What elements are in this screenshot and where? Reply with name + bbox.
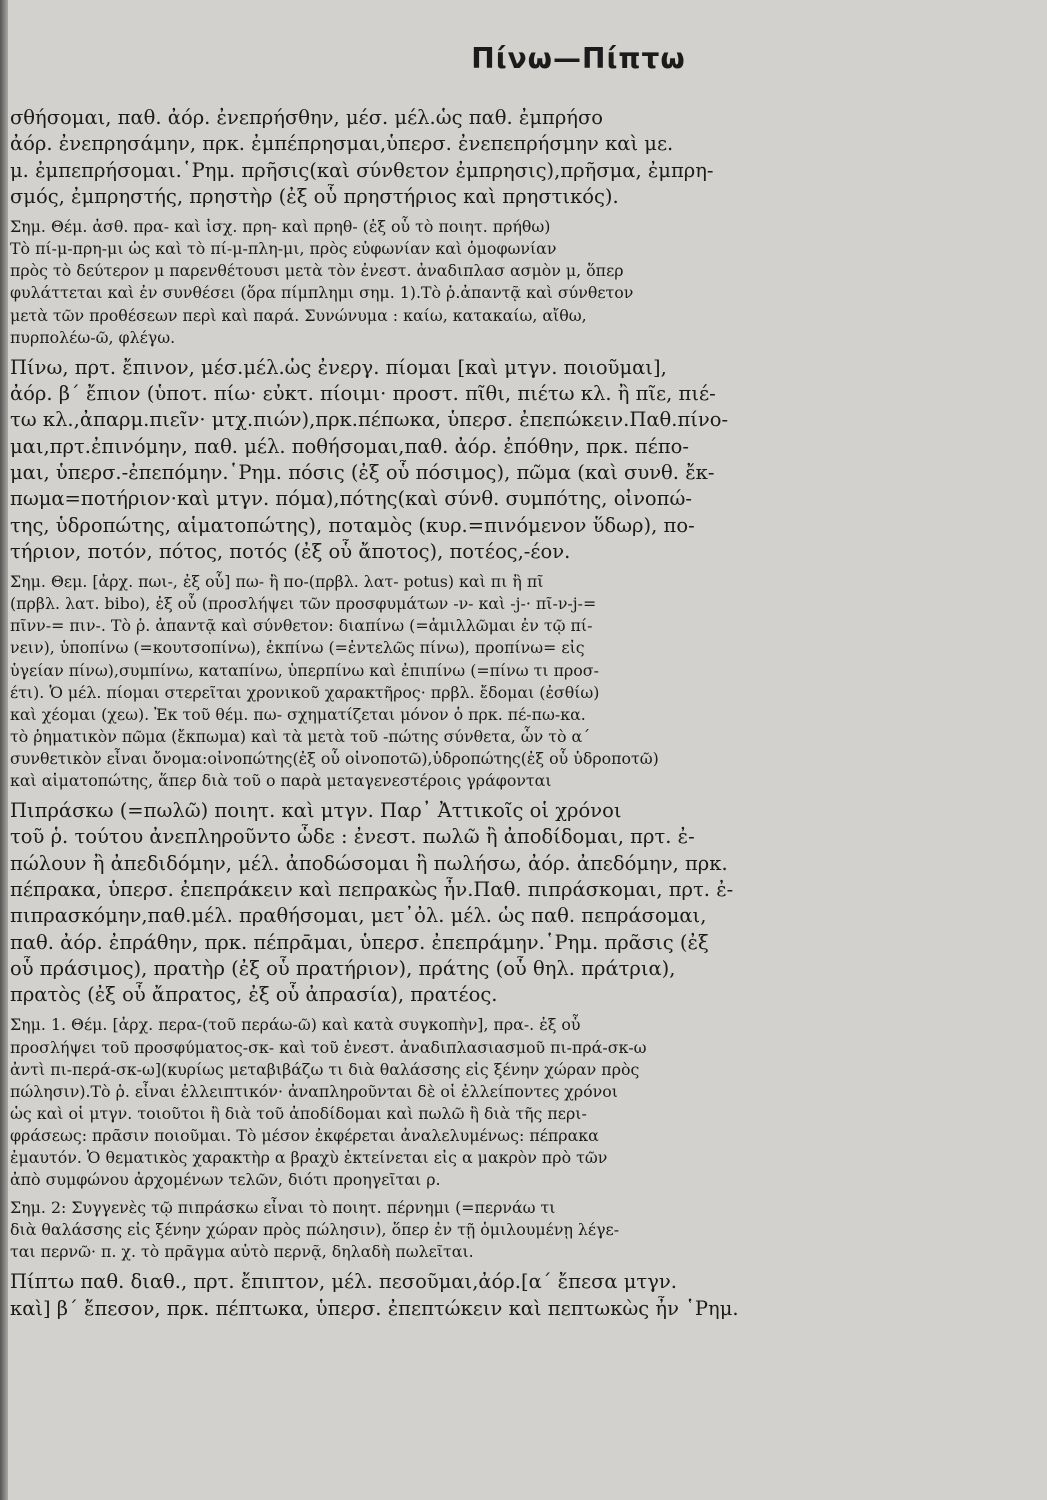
entry-pimpremi-continued — [10, 105, 977, 210]
text-line: πώλουν ἢ ἀπεδιδόμην, μέλ. ἀποδώσομαι ἢ πωλήσω, ἀόρ. ἀπεδόμην, πρκ. — [10, 851, 728, 875]
text-line: της, ὑδροπώτης, αἱματοπώτης), ποταμὸς (κυρ.=πινόμενον ὕδωρ), πο- — [10, 513, 695, 537]
note-line: συνθετικὸν εἶναι ὄνομα:οἰνοπώτης(ἐξ οὗ οἰνοποτῶ),ὑδροπώτης(ἐξ οὗ ὑδροποτῶ) — [10, 748, 659, 768]
note-line: ἀπὸ συμφώνου ἀρχομένων τελῶν, διότι προηγεῖται ρ. — [10, 1170, 441, 1190]
note-line: ἀντὶ πι-περά-σκ-ω](κυρίως μεταβιβάζω τι διὰ θαλάσσης εἰς ξένην χώραν πρὸς — [10, 1059, 640, 1079]
note-line: Σημ. 1. Θέμ. [ἀρχ. περα-(τοῦ περάω-ῶ) καὶ κατὰ συγκοπὴν], πρα-. ἐξ οὗ — [10, 1015, 581, 1035]
entry-pipto — [10, 1269, 977, 1322]
text-line: πρατὸς (ἐξ οὗ ἄπρατος, ἐξ οὗ ἀπρασία), πρατέος. — [10, 983, 498, 1007]
text-line: τω κλ.,ἀπαρμ.πιεῖν· μτχ.πιών),πρκ.πέπωκα, ὑπερσ. ἐπεπώκειν.Παθ.πίνο- — [10, 408, 729, 432]
note-line: προσλήψει τοῦ προσφύματος-σκ- καὶ τοῦ ἐνεστ. ἀναδιπλασιασμοῦ πι-πρά-σκ-ω — [10, 1037, 647, 1057]
page-header: Πίνω—Πίπτω — [471, 42, 686, 75]
note-line: διὰ θαλάσσης εἰς ξένην χώραν πρὸς πώλησιν), ὅπερ ἐν τῇ ὁμιλουμένῃ λέγε- — [10, 1220, 620, 1240]
text-line: παθ. ἀόρ. ἐπράθην, πρκ. πέπρᾱμαι, ὑπερσ. ἐπεπράμην.῾Ρημ. πρᾶσις (ἐξ — [10, 930, 709, 954]
text-line: οὗ πράσιμος), πρατὴρ (ἐξ οὗ πρατήριον), πράτης (οὗ θηλ. πράτρια), — [10, 956, 676, 980]
text-line: πέπρακα, ὑπερσ. ἐπεπράκειν καὶ πεπρακὼς ἦν.Παθ. πιπράσκομαι, πρτ. ἐ- — [10, 877, 734, 901]
text-line: σμός, ἐμπρηστής, πρηστὴρ (ἐξ οὗ πρηστήριος καὶ πρηστικός). — [10, 184, 619, 208]
text-line: πωμα=ποτήριον·καὶ μτγν. πόμα),πότης(καὶ σύνθ. συμπότης, οἰνοπώ- — [10, 487, 692, 511]
page-body — [10, 105, 977, 1322]
note-line: (πρβλ. λατ. bibo), ἐξ οὗ (προσλήψει τῶν προσφυμάτων -ν- καὶ -j-· πῖ-ν-j-= — [10, 594, 597, 614]
note-line: έτι). Ὁ μέλ. πίομαι στερεῖται χρονικοῦ χαρακτῆρος· πρβλ. ἔδομαι (ἐσθίω) — [10, 682, 600, 702]
note-line: Σημ. Θεμ. [ἀρχ. πωι-, ἐξ οὗ] πω- ἢ πο-(πρβλ. λατ- potus) καὶ πι ἢ πῖ — [10, 572, 544, 592]
note-pimpremi — [10, 216, 977, 349]
text-line: ἀόρ. β΄ ἔπιον (ὑποτ. πίω· εὐκτ. πίοιμι· προστ. πῖθι, πιέτω κλ. ἢ πῖε, πιέ- — [10, 382, 716, 406]
note-line: καὶ αἱματοπώτης, ἅπερ διὰ τοῦ ο παρὰ μεταγενεστέροις γράφονται — [10, 770, 552, 790]
note-line: ται περνῶ· π. χ. τὸ πρᾶγμα αὐτὸ περνᾷ, δηλαδὴ πωλεῖται. — [10, 1242, 474, 1262]
text-line: μ. ἐμπεπρήσομαι.῾Ρημ. πρῆσις(καὶ σύνθετον ἐμπρησις),πρῆσμα, ἐμπρη- — [10, 158, 714, 182]
text-line: τοῦ ῥ. τούτου ἀνεπληροῦντο ὧδε : ἐνεστ. πωλῶ ἢ ἀποδίδομαι, πρτ. ἐ- — [10, 825, 695, 849]
note-line: πῖνν-= πιν-. Τὸ ῥ. ἀπαντᾷ καὶ σύνθετον: διαπίνω (=ἁμιλλῶμαι ἐν τῷ πί- — [10, 616, 593, 636]
text-line: Πίπτω παθ. διαθ., πρτ. ἔπιπτον, μέλ. πεσοῦμαι,ἀόρ.[α΄ ἔπεσα μτγν. — [10, 1270, 677, 1294]
note-line: Σημ. Θέμ. ἀσθ. πρα- καὶ ἰσχ. πρη- καὶ πρηθ- (ἐξ οὗ τὸ ποιητ. πρήθω) — [10, 217, 551, 237]
note-line: Τὸ πί-μ-πρη-μι ὡς καὶ τὸ πί-μ-πλη-μι, πρὸς εὐφωνίαν καὶ ὁμοφωνίαν — [10, 239, 557, 259]
note-line: καὶ χέομαι (χεω). Ἐκ τοῦ θέμ. πω- σχηματίζεται μόνον ὁ πρκ. πέ-πω-κα. — [10, 704, 586, 724]
note-line: φράσεως: πρᾶσιν ποιοῦμαι. Τὸ μέσον ἐκφέρεται ἀναλελυμένως: πέπρακα — [10, 1125, 599, 1145]
note-line: ὡς καὶ οἱ μτγν. τοιοῦτοι ἢ διὰ τοῦ ἀποδίδομαι καὶ πωλῶ ἢ διὰ τῆς περι- — [10, 1103, 587, 1123]
text-line: καὶ] β΄ ἔπεσον, πρκ. πέπτωκα, ὑπερσ. ἐπεπτώκειν καὶ πεπτωκὼς ἦν ῾Ρημ. — [10, 1296, 739, 1320]
note-line: Σημ. 2: Συγγενὲς τῷ πιπράσκω εἶναι τὸ ποιητ. πέρνημι (=περνάω τι — [10, 1198, 556, 1218]
text-line: Πιπράσκω (=πωλῶ) ποιητ. καὶ μτγν. Παρ᾽ Ἀττικοῖς οἱ χρόνοι — [10, 799, 622, 823]
text-line: μαι,πρτ.ἐπινόμην, παθ. μέλ. ποθήσομαι,παθ. ἀόρ. ἐπόθην, πρκ. πέπο- — [10, 434, 689, 458]
note-line: τὸ ῥηματικὸν πῶμα (ἔκπωμα) καὶ τὰ μετὰ τοῦ -πώτης σύνθετα, ὧν τὸ α΄ — [10, 726, 591, 746]
text-line: Πίνω, πρτ. ἔπινον, μέσ.μέλ.ὡς ἐνεργ. πίομαι [καὶ μτγν. ποιοῦμαι], — [10, 355, 667, 379]
entry-pino — [10, 355, 977, 565]
note-line: πυρπολέω-ῶ, φλέγω. — [10, 327, 176, 347]
text-line: ἀόρ. ἐνεπρησάμην, πρκ. ἐμπέπρησμαι,ὑπερσ. ἐνεπεπρήσμην καὶ με. — [10, 132, 674, 156]
note-line: φυλάττεται καὶ ἐν συνθέσει (ὅρα πίμπλημι σημ. 1).Τὸ ῥ.ἀπαντᾷ καὶ σύνθετον — [10, 283, 634, 303]
note-piprasko-1 — [10, 1014, 977, 1191]
note-line: νειν), ὑποπίνω (=κουτσοπίνω), ἐκπίνω (=ἐντελῶς πίνω), προπίνω= εἰς — [10, 638, 585, 658]
text-line: σθήσομαι, παθ. ἀόρ. ἐνεπρήσθην, μέσ. μέλ.ὡς παθ. ἐμπρήσο — [10, 106, 604, 129]
book-spine-shadow — [0, 0, 8, 1500]
note-line: μετὰ τῶν προθέσεων περὶ καὶ παρά. Συνώνυμα : καίω, κατακαίω, αἴθω, — [10, 305, 587, 325]
entry-piprasko — [10, 798, 977, 1008]
note-line: πώλησιν).Τὸ ῥ. εἶναι ἐλλειπτικόν· ἀναπληροῦνται δὲ οἱ ἐλλείποντες χρόνοι — [10, 1081, 618, 1101]
note-piprasko-2 — [10, 1197, 977, 1263]
text-line: μαι, ὑπερσ.-ἐπεπόμην.῾Ρημ. πόσις (ἐξ οὗ πόσιμος), πῶμα (καὶ συνθ. ἔκ- — [10, 460, 715, 484]
note-pino — [10, 571, 977, 792]
note-line: ὑγείαν πίνω),συμπίνω, καταπίνω, ὑπερπίνω καὶ ἐπιπίνω (=πίνω τι προσ- — [10, 660, 599, 680]
note-line: ἐμαυτόν. Ὁ θεματικὸς χαρακτὴρ α βραχὺ ἐκτείνεται εἰς α μακρὸν πρὸ τῶν — [10, 1148, 608, 1167]
note-line: πρὸς τὸ δεύτερον μ παρενθέτουσι μετὰ τὸν ἐνεστ. ἀναδιπλασ ασμὸν μ, ὅπερ — [10, 261, 624, 281]
text-line: τήριον, ποτόν, πότος, ποτός (ἐξ οὗ ἄποτος), ποτέος,-έον. — [10, 539, 571, 563]
text-line: πιπρασκόμην,παθ.μέλ. πραθήσομαι, μετ᾽ὀλ. μέλ. ὡς παθ. πεπράσομαι, — [10, 904, 707, 928]
